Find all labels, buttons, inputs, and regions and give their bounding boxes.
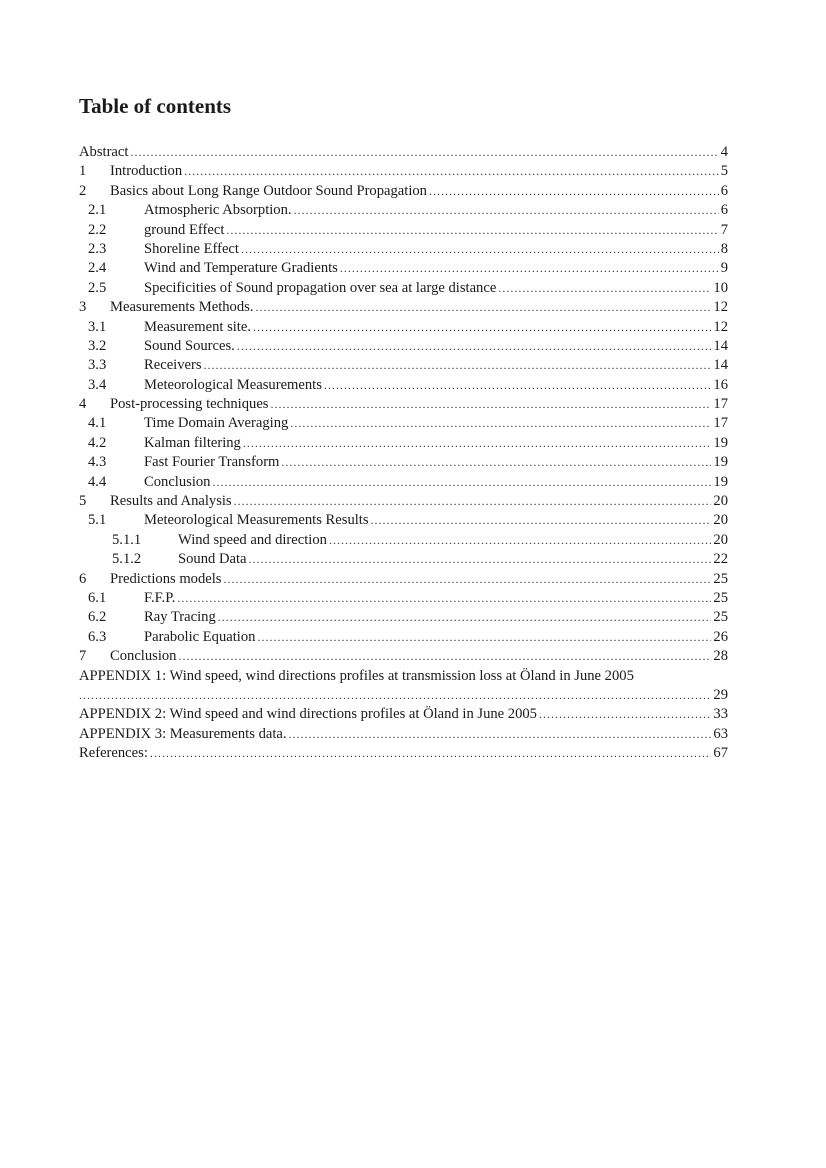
toc-entry-number: 6.1: [88, 589, 107, 606]
toc-entry-text: F.F.P.: [144, 589, 176, 606]
toc-entry[interactable]: [79, 453, 728, 472]
toc-entry-number: 4.2: [88, 434, 107, 451]
toc-dot-leader: [204, 356, 712, 375]
toc-entry[interactable]: [79, 414, 728, 433]
toc-entry-text: Meteorological Measurements: [144, 376, 322, 393]
toc-entry-text: Predictions models: [110, 570, 222, 587]
toc-dot-leader: [223, 570, 711, 589]
toc-page-number: 6: [720, 202, 728, 219]
toc-entry[interactable]: [79, 511, 728, 530]
toc-dot-leader: [429, 182, 719, 201]
toc-dot-leader: [270, 395, 711, 414]
toc-main-entries: [79, 143, 728, 667]
toc-entry-text: Basics about Long Range Outdoor Sound Propagation: [110, 182, 427, 199]
toc-entry[interactable]: [79, 550, 728, 569]
toc-entry[interactable]: [79, 628, 728, 647]
toc-entry[interactable]: [79, 531, 728, 550]
toc-entry-number: 4.1: [88, 415, 107, 432]
toc-page-number: 20: [713, 512, 728, 529]
toc-entry-text: Abstract: [79, 144, 129, 160]
toc-entry-text: Parabolic Equation: [144, 628, 256, 645]
toc-dot-leader: [177, 589, 711, 608]
toc-entry[interactable]: [79, 182, 728, 201]
toc-entry[interactable]: [79, 162, 728, 181]
toc-dot-leader: [243, 434, 712, 453]
toc-entry[interactable]: [79, 492, 728, 511]
toc-entry[interactable]: [79, 298, 728, 317]
toc-dot-leader: [294, 201, 719, 220]
toc-entry[interactable]: [79, 725, 728, 744]
toc-dot-leader: [539, 705, 711, 724]
toc-entry[interactable]: [79, 589, 728, 608]
toc-entry-text: APPENDIX 3: Measurements data.: [79, 725, 287, 742]
toc-entry[interactable]: [79, 434, 728, 453]
toc-page-number: 33: [713, 706, 728, 723]
toc-entry-number: 2.5: [88, 279, 107, 296]
toc-dot-leader: [329, 531, 711, 550]
toc-entry-text: Sound Sources.: [144, 337, 235, 354]
toc-page-number: 19: [713, 454, 728, 471]
toc-page-number: 5: [720, 163, 728, 180]
toc-page-number: 20: [713, 493, 728, 510]
toc-entry-text: Introduction: [110, 163, 183, 180]
toc-page-number: 25: [713, 609, 728, 626]
toc-dot-leader: [237, 337, 712, 356]
toc-dot-leader: [255, 298, 711, 317]
toc-entry[interactable]: [79, 143, 728, 162]
toc-entry-number: 1: [79, 163, 87, 180]
toc-entry-text: Fast Fourier Transform: [144, 454, 280, 471]
toc-entry-number: 7: [79, 648, 87, 665]
toc-entry[interactable]: [79, 570, 728, 589]
toc-dot-leader: [218, 608, 712, 627]
toc-page-number: 16: [713, 376, 728, 393]
toc-dot-leader: [226, 221, 718, 240]
toc-entry-text: Wind and Temperature Gradients: [144, 260, 338, 277]
toc-entry[interactable]: [79, 259, 728, 278]
toc-page-number: 17: [713, 415, 728, 432]
toc-entry-text: Specificities of Sound propagation over sea at large distance: [144, 279, 497, 296]
toc-dot-leader: [253, 318, 711, 337]
toc-page-number: 25: [713, 589, 728, 606]
toc-dot-leader: [234, 492, 712, 511]
toc-page-number: 67: [713, 745, 728, 762]
toc-entry-number: 5: [79, 493, 87, 510]
toc-entry-number: 3.2: [88, 337, 107, 354]
toc-entry-text: Sound Data: [178, 551, 247, 568]
toc-page-number: 12: [713, 318, 728, 335]
toc-entry-text: Measurement site.: [144, 318, 251, 335]
toc-entry[interactable]: [79, 744, 728, 763]
toc-dot-leader: [79, 686, 711, 705]
toc-page-number: 20: [713, 531, 728, 548]
toc-entry-text: Receivers: [144, 357, 202, 374]
toc-entry-text: Meteorological Measurements Results: [144, 512, 369, 529]
toc-page-number: 29: [713, 686, 728, 703]
page-title: Table of contents: [79, 94, 232, 118]
toc-entry-number: 2.1: [88, 202, 107, 219]
toc-page-number: 63: [713, 725, 728, 742]
toc-tail-entries: [79, 705, 728, 763]
toc-entry[interactable]: [79, 356, 728, 375]
toc-entry-number: 5.1.2: [112, 551, 142, 568]
toc-dot-leader: [289, 725, 712, 744]
toc-entry-text: APPENDIX 1: Wind speed, wind directions profiles at transmission loss at Öland in June 2005: [79, 667, 634, 684]
toc-dot-leader: [281, 453, 711, 472]
toc-dot-leader: [371, 511, 712, 530]
toc-dot-leader: [130, 143, 718, 162]
toc-entry-text: Time Domain Averaging: [144, 415, 289, 432]
toc-entry-number: 5.1: [88, 512, 107, 529]
toc-entry-number: 4.3: [88, 454, 107, 471]
toc-entry-number: 3.3: [88, 357, 107, 374]
toc-entry-text: Wind speed and direction: [178, 531, 327, 548]
toc-page-number: 10: [713, 279, 728, 296]
toc-entry-text: Post-processing techniques: [110, 396, 269, 413]
toc-page-number: 6: [720, 182, 728, 199]
toc-dot-leader: [241, 240, 719, 259]
toc-page-number: 8: [720, 240, 728, 257]
toc-dot-leader: [340, 259, 719, 278]
toc-entry-text: Measurements Methods.: [110, 299, 254, 316]
toc-dot-leader: [324, 376, 712, 395]
toc-entry-text: Conclusion: [144, 473, 211, 490]
toc-page-number: 28: [713, 648, 728, 665]
toc-entry-number: 2.3: [88, 240, 107, 257]
toc-entry-number: 2.4: [88, 260, 107, 277]
toc-dot-leader: [498, 279, 711, 298]
table-of-contents: [79, 143, 728, 764]
toc-dot-leader: [178, 647, 711, 666]
toc-entry-text: APPENDIX 2: Wind speed and wind directions profiles at Öland in June 2005: [79, 706, 537, 723]
toc-entry-text: Results and Analysis: [110, 493, 232, 510]
toc-entry-text: ground Effect: [144, 221, 225, 238]
toc-entry-appendix-1-continuation[interactable]: [79, 686, 728, 705]
toc-entry[interactable]: [79, 647, 728, 666]
toc-entry[interactable]: [79, 201, 728, 220]
toc-dot-leader: [257, 628, 711, 647]
toc-entry-text: Ray Tracing: [144, 609, 216, 626]
toc-entry-text: Conclusion: [110, 648, 177, 665]
toc-entry[interactable]: [79, 240, 728, 259]
toc-page-number: 17: [713, 396, 728, 413]
toc-page-number: 9: [720, 260, 728, 277]
toc-entry[interactable]: [79, 337, 728, 356]
toc-entry-number: 3.4: [88, 376, 107, 393]
toc-dot-leader: [212, 473, 711, 492]
toc-entry-number: 3: [79, 299, 87, 316]
toc-dot-leader: [290, 414, 711, 433]
toc-page-number: 22: [713, 551, 728, 568]
toc-entry[interactable]: [79, 279, 728, 298]
toc-page-number: 19: [713, 473, 728, 490]
toc-dot-leader: [184, 162, 719, 181]
toc-page-number: 7: [720, 221, 728, 238]
toc-page-number: 14: [713, 357, 728, 374]
toc-entry-number: 5.1.1: [112, 531, 142, 548]
toc-entry-text: Kalman filtering: [144, 434, 241, 451]
toc-entry[interactable]: [79, 376, 728, 395]
toc-entry-number: 6.2: [88, 609, 107, 626]
toc-page-number: 19: [713, 434, 728, 451]
toc-entry[interactable]: [79, 608, 728, 627]
toc-entry-number: 3.1: [88, 318, 107, 335]
toc-page-number: 25: [713, 570, 728, 587]
toc-entry-appendix-1[interactable]: [79, 667, 728, 686]
toc-page-number: 4: [720, 144, 728, 160]
toc-entry-number: 2.2: [88, 221, 107, 238]
toc-page-number: 14: [713, 337, 728, 354]
toc-entry-text: Atmospheric Absorption.: [144, 202, 292, 219]
toc-entry-number: 4: [79, 396, 87, 413]
toc-dot-leader: [249, 550, 712, 569]
toc-entry-number: 6: [79, 570, 87, 587]
toc-entry[interactable]: [79, 473, 728, 492]
toc-entry[interactable]: [79, 395, 728, 414]
toc-dot-leader: [150, 744, 712, 763]
toc-entry-number: 2: [79, 182, 87, 199]
toc-entry[interactable]: [79, 221, 728, 240]
toc-page-number: 12: [713, 299, 728, 316]
toc-entry-number: 4.4: [88, 473, 107, 490]
toc-entry-text: Shoreline Effect: [144, 240, 239, 257]
toc-entry[interactable]: [79, 318, 728, 337]
toc-entry-number: 6.3: [88, 628, 107, 645]
toc-page-number: 26: [713, 628, 728, 645]
toc-entry[interactable]: [79, 705, 728, 724]
toc-entry-text: References:: [79, 745, 148, 762]
